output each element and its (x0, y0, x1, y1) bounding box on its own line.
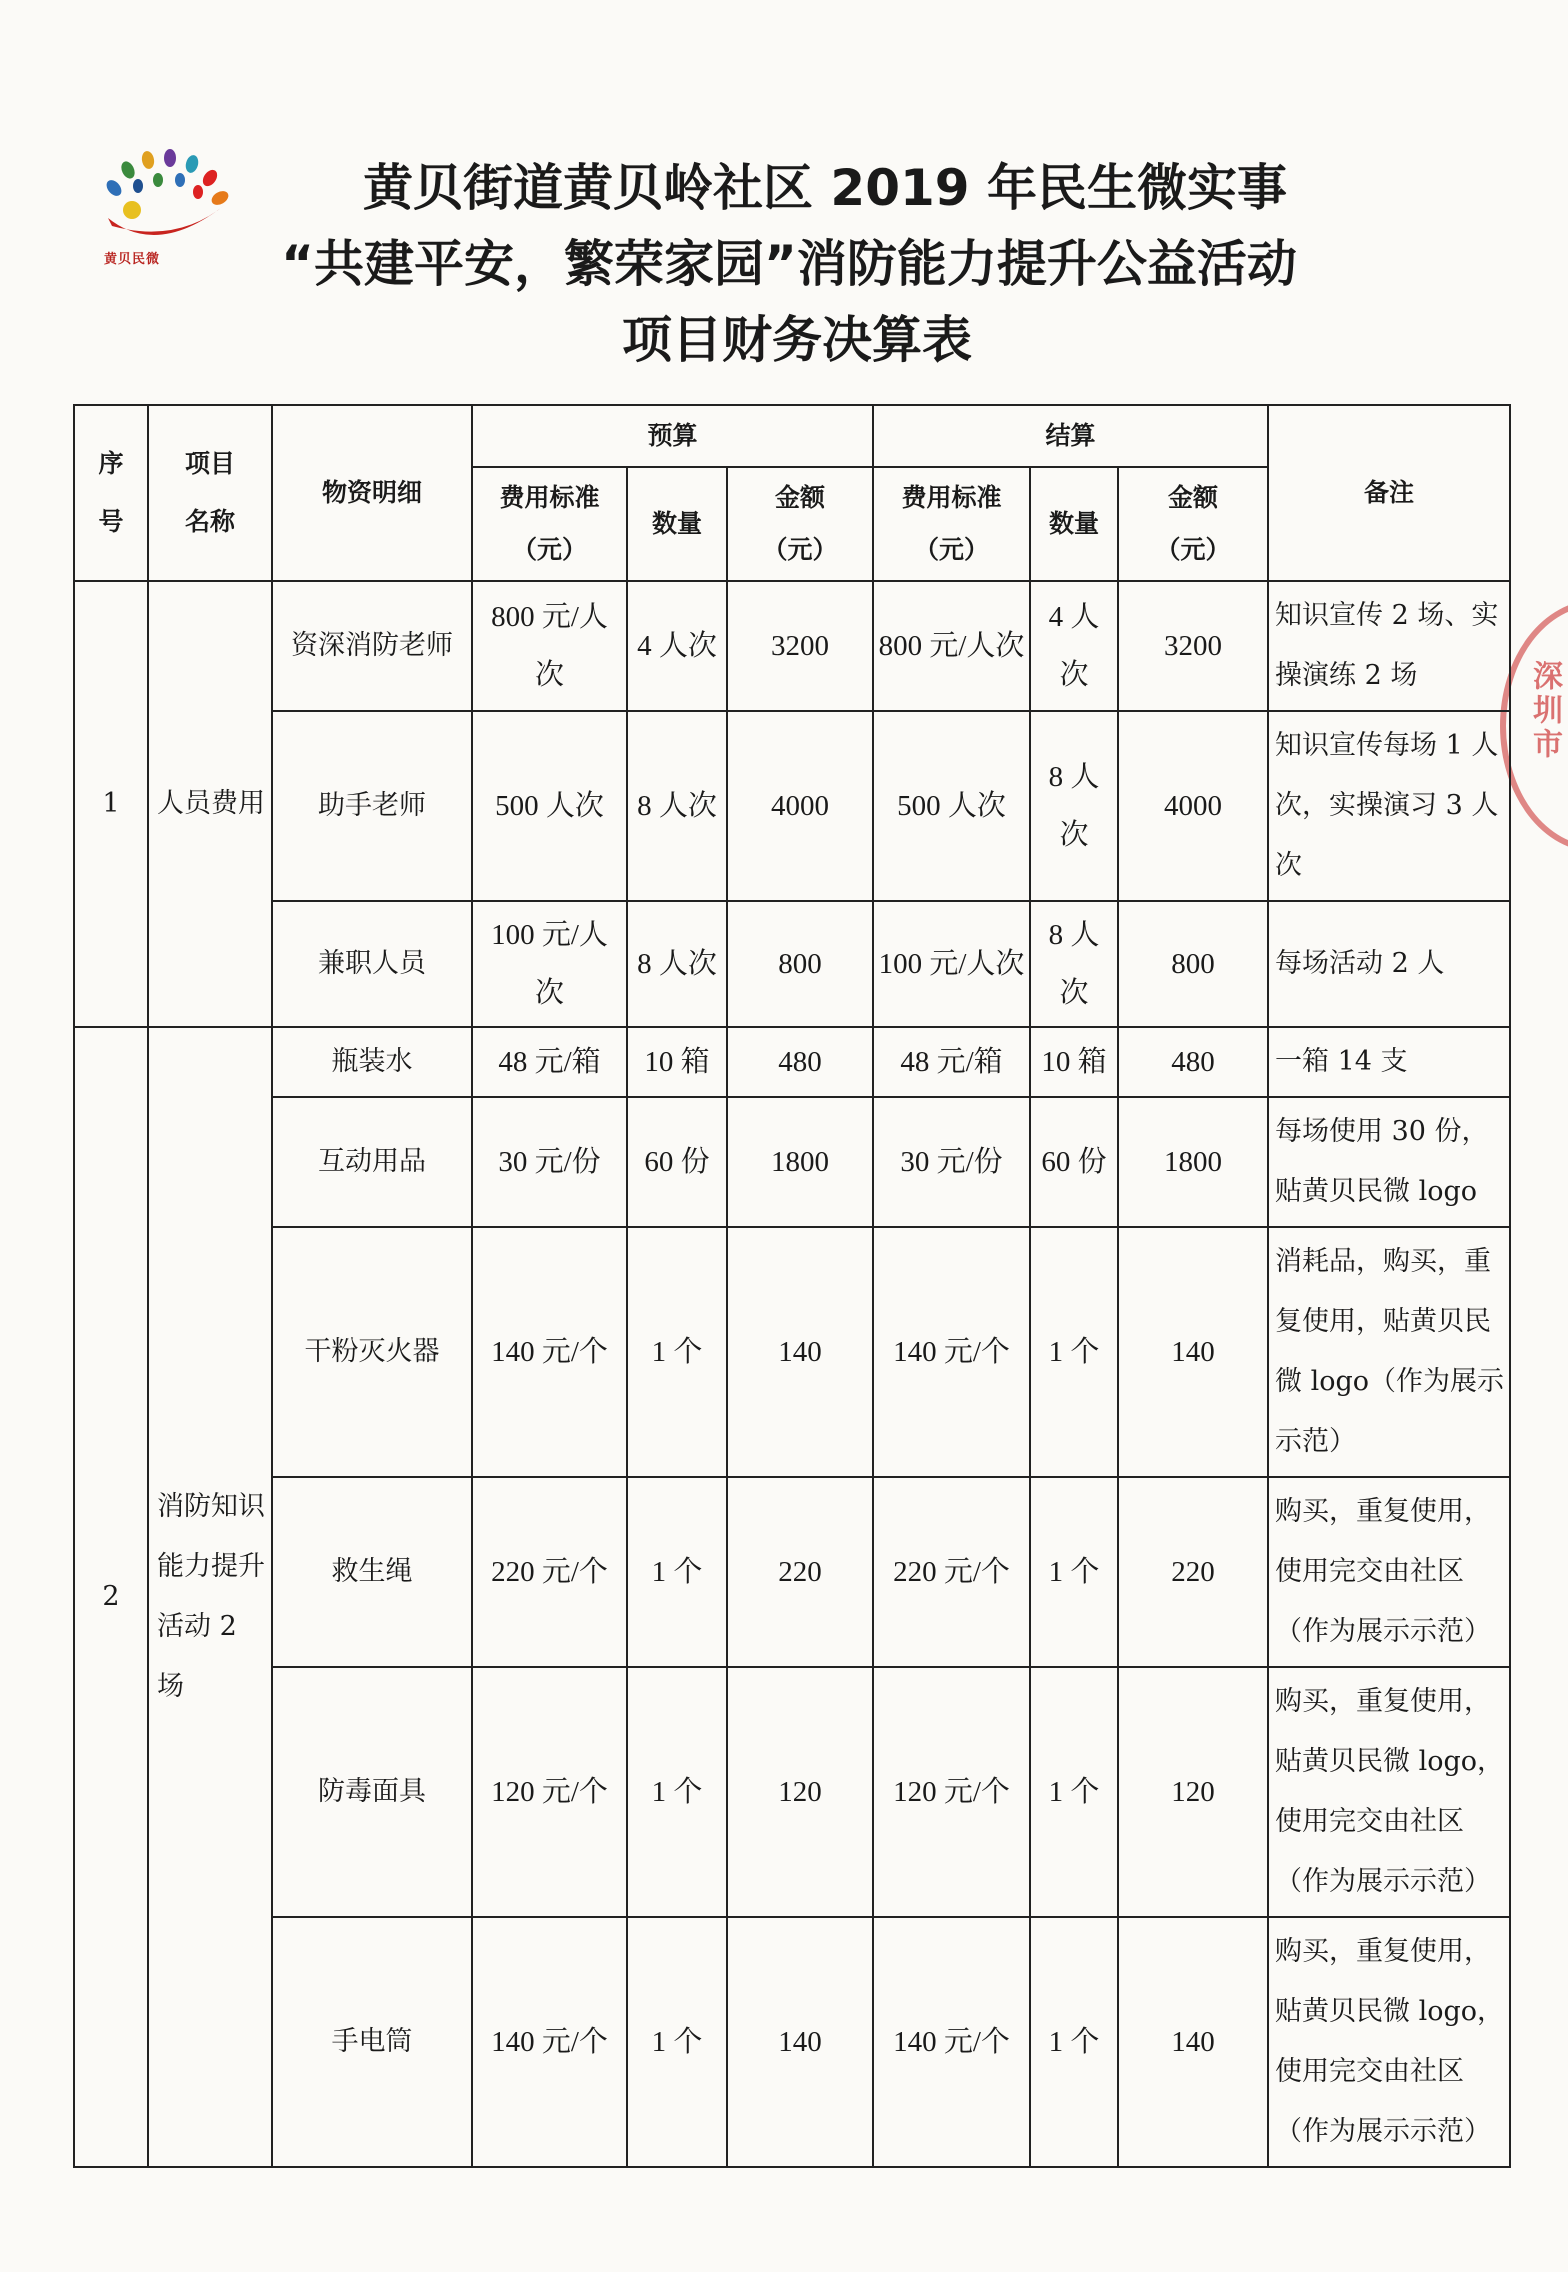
budget-qty-cell: 1 个 (627, 1917, 727, 2167)
header-budget-price: 费用标准 （元） (472, 467, 627, 581)
budget-amount-cell: 4000 (727, 711, 873, 901)
document-title (0, 150, 1568, 378)
budget-price-cell: 800 元/人次 (472, 581, 627, 711)
group-seq: 2 (74, 1027, 148, 2167)
detail-cell: 手电筒 (272, 1917, 472, 2167)
table-row (74, 1227, 1510, 1477)
table-row (74, 1917, 1510, 2167)
table-row (74, 1027, 1510, 1097)
settle-qty-cell: 10 箱 (1030, 1027, 1118, 1097)
header-detail: 物资明细 (272, 405, 472, 581)
budget-amount-cell: 140 (727, 1227, 873, 1477)
header-settle-price: 费用标准 （元） (873, 467, 1030, 581)
settle-price-cell: 500 人次 (873, 711, 1030, 901)
note-cell: 消耗品，购买，重复使用，贴黄贝民微 logo（作为展示示范） (1268, 1227, 1510, 1477)
table-row (74, 581, 1510, 711)
title-line-2: “共建平安，繁荣家园”消防能力提升公益活动 (281, 235, 1297, 293)
table-row (74, 711, 1510, 901)
header-settle-qty: 数量 (1030, 467, 1118, 581)
group-seq: 1 (74, 581, 148, 1027)
header-row-1 (74, 405, 1510, 467)
note-cell: 购买，重复使用，贴黄贝民微 logo，使用完交由社区（作为展示示范） (1268, 1667, 1510, 1917)
budget-qty-cell: 60 份 (627, 1097, 727, 1227)
settle-price-cell: 220 元/个 (873, 1477, 1030, 1667)
settle-qty-cell: 4 人次 (1030, 581, 1118, 711)
settle-qty-cell: 1 个 (1030, 1477, 1118, 1667)
logo-text: 黄贝民微 (104, 252, 161, 267)
budget-price-cell: 140 元/个 (472, 1917, 627, 2167)
detail-cell: 资深消防老师 (272, 581, 472, 711)
title-line-3: 项目财务决算表 (622, 311, 972, 369)
budget-price-cell: 48 元/箱 (472, 1027, 627, 1097)
detail-cell: 兼职人员 (272, 901, 472, 1027)
settle-price-cell: 140 元/个 (873, 1917, 1030, 2167)
budget-price-cell: 140 元/个 (472, 1227, 627, 1477)
note-cell: 购买，重复使用，使用完交由社区（作为展示示范） (1268, 1477, 1510, 1667)
settle-amount-cell: 1800 (1118, 1097, 1268, 1227)
settle-qty-cell: 8 人次 (1030, 901, 1118, 1027)
budget-price-cell: 120 元/个 (472, 1667, 627, 1917)
budget-amount-cell: 140 (727, 1917, 873, 2167)
finance-table (73, 404, 1511, 2168)
settle-amount-cell: 140 (1118, 1917, 1268, 2167)
detail-cell: 防毒面具 (272, 1667, 472, 1917)
header-item: 项目 名称 (148, 405, 272, 581)
settle-amount-cell: 480 (1118, 1027, 1268, 1097)
budget-price-cell: 220 元/个 (472, 1477, 627, 1667)
budget-qty-cell: 1 个 (627, 1667, 727, 1917)
settle-qty-cell: 60 份 (1030, 1097, 1118, 1227)
settle-qty-cell: 8 人次 (1030, 711, 1118, 901)
title-line-1: 黄贝街道黄贝岭社区 2019 年民生微实事 (363, 159, 1287, 217)
settle-amount-cell: 800 (1118, 901, 1268, 1027)
note-cell: 一箱 14 支 (1268, 1027, 1510, 1097)
header-budget-qty: 数量 (627, 467, 727, 581)
budget-amount-cell: 3200 (727, 581, 873, 711)
table-row (74, 1667, 1510, 1917)
official-seal-text: 深圳市 (1527, 660, 1562, 762)
detail-cell: 救生绳 (272, 1477, 472, 1667)
header-seq: 序 号 (74, 405, 148, 581)
budget-amount-cell: 120 (727, 1667, 873, 1917)
header-budget-amount: 金额 （元） (727, 467, 873, 581)
settle-price-cell: 120 元/个 (873, 1667, 1030, 1917)
settle-price-cell: 140 元/个 (873, 1227, 1030, 1477)
detail-cell: 干粉灭火器 (272, 1227, 472, 1477)
note-cell: 每场活动 2 人 (1268, 901, 1510, 1027)
settle-price-cell: 100 元/人次 (873, 901, 1030, 1027)
header-note: 备注 (1268, 405, 1510, 581)
budget-qty-cell: 1 个 (627, 1477, 727, 1667)
budget-qty-cell: 8 人次 (627, 901, 727, 1027)
table-row (74, 901, 1510, 1027)
settle-amount-cell: 120 (1118, 1667, 1268, 1917)
settle-qty-cell: 1 个 (1030, 1227, 1118, 1477)
budget-price-cell: 100 元/人次 (472, 901, 627, 1027)
budget-qty-cell: 8 人次 (627, 711, 727, 901)
settle-price-cell: 800 元/人次 (873, 581, 1030, 711)
settle-price-cell: 30 元/份 (873, 1097, 1030, 1227)
detail-cell: 互动用品 (272, 1097, 472, 1227)
detail-cell: 助手老师 (272, 711, 472, 901)
settle-amount-cell: 4000 (1118, 711, 1268, 901)
budget-price-cell: 500 人次 (472, 711, 627, 901)
settle-qty-cell: 1 个 (1030, 1667, 1118, 1917)
table-row (74, 1477, 1510, 1667)
budget-qty-cell: 1 个 (627, 1227, 727, 1477)
note-cell: 每场使用 30 份，贴黄贝民微 logo (1268, 1097, 1510, 1227)
header-settlement: 结算 (873, 405, 1268, 467)
settle-amount-cell: 3200 (1118, 581, 1268, 711)
group-name: 消防知识能力提升活动 2 场 (148, 1027, 272, 2167)
settle-qty-cell: 1 个 (1030, 1917, 1118, 2167)
detail-cell: 瓶装水 (272, 1027, 472, 1097)
note-cell: 知识宣传 2 场、实操演练 2 场 (1268, 581, 1510, 711)
budget-amount-cell: 800 (727, 901, 873, 1027)
settle-amount-cell: 140 (1118, 1227, 1268, 1477)
budget-price-cell: 30 元/份 (472, 1097, 627, 1227)
note-cell: 购买，重复使用，贴黄贝民微 logo，使用完交由社区（作为展示示范） (1268, 1917, 1510, 2167)
header-settle-amount: 金额 （元） (1118, 467, 1268, 581)
table-row (74, 1097, 1510, 1227)
budget-qty-cell: 10 箱 (627, 1027, 727, 1097)
budget-amount-cell: 220 (727, 1477, 873, 1667)
group-name: 人员费用 (148, 581, 272, 1027)
settle-amount-cell: 220 (1118, 1477, 1268, 1667)
note-cell: 知识宣传每场 1 人次，实操演习 3 人次 (1268, 711, 1510, 901)
settle-price-cell: 48 元/箱 (873, 1027, 1030, 1097)
budget-qty-cell: 4 人次 (627, 581, 727, 711)
header-budget: 预算 (472, 405, 873, 467)
budget-amount-cell: 1800 (727, 1097, 873, 1227)
budget-amount-cell: 480 (727, 1027, 873, 1097)
